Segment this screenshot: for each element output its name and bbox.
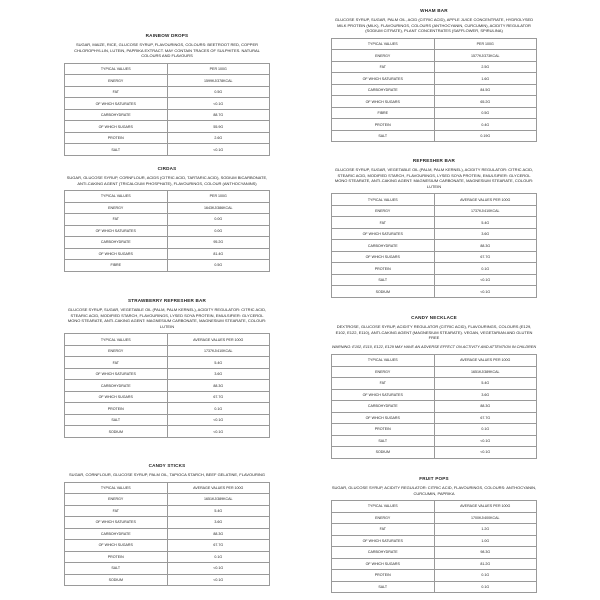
value-cell: 88.3G (167, 380, 270, 392)
value-cell: 0.1G (434, 581, 537, 593)
ingredients-text: SUGAR, MAIZE, RICE, GLUCOSE SYRUP, FLAVOURINGS, COLOURS: BEETROOT RED, COPPER CHLOROPHYLLIN, LUTEIN, PAPRIKA EXTRACT. MAY CONTAIN TRACES OF SULPHITES. NATURAL COLOURS AND FLAVOURS (74, 42, 260, 59)
nutrient-cell: SALT (65, 563, 168, 575)
table-row (65, 563, 270, 575)
header-cell: PER 100G (434, 38, 537, 50)
nutrient-cell: OF WHICH SUGARS (65, 121, 168, 133)
nutrient-cell: SODIUM (65, 426, 168, 438)
nutrient-cell: FAT (332, 61, 435, 73)
header-cell: AVERAGE VALUES PER 100G (167, 334, 270, 346)
header-cell: PER 100G (167, 191, 270, 203)
nutrient-cell: OF WHICH SATURATES (65, 225, 168, 237)
nutrition-table (331, 500, 537, 593)
nutrient-cell: PROTEIN (65, 551, 168, 563)
value-cell: <0.1G (167, 426, 270, 438)
nutrient-cell: CARBOHYDRATE (332, 240, 435, 252)
section-wham-bar (331, 8, 537, 142)
value-cell: 88.3G (434, 240, 537, 252)
nutrient-cell: FAT (332, 524, 435, 536)
nutrition-table (64, 482, 270, 587)
nutrient-cell: ENERGY (65, 202, 168, 214)
table-row (65, 202, 270, 214)
nutrient-cell: FAT (332, 378, 435, 390)
ingredients-text: SUGAR, GLUCOSE SYRUP, CORNFLOUR, ACIDS (CITRIC ACID, TARTARIC ACID), SODIUM BICARBONATE, ANTI-CAKING AGENT (TRICALCIUM PHOSPHATE), FLAVOURINGS, COLOUR (ANTHOCYANINS) (66, 175, 268, 186)
nutrient-cell: FAT (65, 505, 168, 517)
nutrient-cell: CARBOHYDRATE (332, 84, 435, 96)
table-row (65, 225, 270, 237)
table-row (332, 61, 537, 73)
nutrient-cell: SALT (332, 581, 435, 593)
value-cell: 1577KJ/373KCAL (434, 50, 537, 62)
table-row (65, 414, 270, 426)
header-cell: TYPICAL VALUES (332, 194, 435, 206)
nutrient-cell: FIBRE (65, 260, 168, 272)
section-title: WHAM BAR (420, 8, 448, 13)
table-row (65, 551, 270, 563)
value-cell: 55.9G (167, 121, 270, 133)
nutrient-cell: SALT (332, 274, 435, 286)
value-cell: 0.0G (167, 225, 270, 237)
value-cell: 0.1G (434, 424, 537, 436)
value-cell: 95.2G (167, 237, 270, 249)
value-cell: 81.4G (167, 248, 270, 260)
value-cell: 3.6G (167, 368, 270, 380)
nutrition-table (331, 38, 537, 143)
value-cell: <0.1G (434, 274, 537, 286)
nutrient-cell: FAT (65, 214, 168, 226)
nutrient-cell: OF WHICH SUGARS (65, 391, 168, 403)
ingredients-text: GLUCOSE SYRUP, SUGAR, VEGETABLE OIL (PALM, PALM KERNEL), ACIDITY REGULATOR: CITRIC ACID, STEARIC ACID, MODIFIED STARCH, FLAVOURINGS, LYSED SOYA PROTEIN, EMULSIFIER: GLYCEROL MONO STEARATE, ANTI-CAKING AGENT: MAGNESIUM CARBONATE, MAGNESIUM STEARATE, COLOUR: LUTEIN (334, 167, 534, 189)
value-cell: 81.2G (434, 558, 537, 570)
value-cell: 98.3G (434, 547, 537, 559)
value-cell: 84.5G (434, 84, 537, 96)
table-row (332, 274, 537, 286)
nutrient-cell: CARBOHYDRATE (65, 528, 168, 540)
value-cell: 5.4G (434, 217, 537, 229)
table-row (65, 494, 270, 506)
table-row (65, 345, 270, 357)
table-row (332, 228, 537, 240)
table-row (332, 378, 537, 390)
value-cell: <0.1G (167, 144, 270, 156)
table-row (332, 263, 537, 275)
value-cell: 2.5G (434, 61, 537, 73)
nutrient-cell: PROTEIN (332, 119, 435, 131)
table-row (332, 547, 537, 559)
table-row (65, 528, 270, 540)
value-cell: 1651KJ/389KCAL (434, 366, 537, 378)
value-cell: 65.2G (434, 96, 537, 108)
table-row (65, 391, 270, 403)
value-cell: <0.1G (434, 286, 537, 298)
nutrient-cell: FAT (65, 357, 168, 369)
value-cell: 1.2G (434, 524, 537, 536)
section-candy-necklace (331, 315, 537, 459)
value-cell: 0.5G (167, 86, 270, 98)
nutrient-cell: CARBOHYDRATE (332, 547, 435, 559)
table-row (332, 581, 537, 593)
value-cell: 1737KJ/410KCAL (434, 205, 537, 217)
ingredients-text: GLUCOSE SYRUP, SUGAR, PALM OIL, ACID (CITRIC ACID), APPLE JUICE CONCENTRATE, HYDROLYSED MILK PROTEIN (MILK), FLAVOURINGS, COLOURS (ANTHOCYANIN, CURCUMIN), ACIDITY REGULATOR (SODIUM CITRATE), PLANT CONCENTRATES (SAFFLOWER, SPIRULINA) (334, 17, 534, 34)
value-cell: 3.6G (167, 517, 270, 529)
table-row (65, 109, 270, 121)
table-row (65, 98, 270, 110)
table-row (65, 214, 270, 226)
value-cell: 67.7G (167, 540, 270, 552)
value-cell: 67.7G (434, 412, 537, 424)
nutrient-cell: PROTEIN (332, 263, 435, 275)
nutrient-cell: SALT (332, 435, 435, 447)
section-title: CIRDAS (157, 166, 177, 171)
value-cell: 0.5G (167, 260, 270, 272)
table-row (332, 535, 537, 547)
value-cell: 0.4G (434, 119, 537, 131)
table-row (65, 380, 270, 392)
value-cell: <0.1G (167, 574, 270, 586)
nutrient-cell: OF WHICH SUGARS (65, 248, 168, 260)
table-row (65, 574, 270, 586)
table-row (65, 75, 270, 87)
table-header-row (65, 482, 270, 494)
table-row (332, 84, 537, 96)
value-cell: 1737KJ/410KCAL (167, 345, 270, 357)
table-row (65, 144, 270, 156)
nutrient-cell: PROTEIN (65, 132, 168, 144)
table-row (332, 217, 537, 229)
nutrient-cell: OF WHICH SUGARS (332, 412, 435, 424)
ingredients-text: DEXTROSE, GLUCOSE SYRUP, ACIDITY REGULATOR (CITRIC ACID), FLAVOURINGS, COLOURS (E129, E102, E122, E110), ANTI-CAKING AGENT (MAGNESIUM STEARATE). VEGAN, VEGETARIAN AND GLUTEN FREE (335, 324, 533, 341)
section-cirdas (64, 166, 270, 272)
section-fruit-pops (331, 476, 537, 593)
value-cell: 88.3G (167, 528, 270, 540)
value-cell: 0.1G (434, 570, 537, 582)
table-row (332, 424, 537, 436)
value-cell: 0.1G (434, 263, 537, 275)
value-cell: 0.0G (167, 214, 270, 226)
nutrient-cell: OF WHICH SUGARS (65, 540, 168, 552)
table-row (65, 505, 270, 517)
table-row (65, 403, 270, 415)
table-row (332, 512, 537, 524)
header-cell: TYPICAL VALUES (65, 334, 168, 346)
table-row (332, 366, 537, 378)
value-cell: 0.1G (167, 551, 270, 563)
table-row (332, 389, 537, 401)
ingredients-text: SUGAR, CORNFLOUR, GLUCOSE SYRUP, PALM OIL, TAPIOCA STARCH, BEEF GELATINE, FLAVOURING (69, 472, 265, 477)
nutrition-table (331, 354, 537, 459)
nutrition-table (331, 193, 537, 298)
nutrient-cell: OF WHICH SUGARS (332, 251, 435, 263)
nutrient-cell: ENERGY (332, 512, 435, 524)
section-strawberry-refresher-bar (64, 298, 270, 438)
value-cell: 67.7G (167, 391, 270, 403)
nutrient-cell: SODIUM (332, 447, 435, 459)
nutrient-cell: SODIUM (332, 286, 435, 298)
nutrient-cell: CARBOHYDRATE (65, 237, 168, 249)
nutrient-cell: CARBOHYDRATE (332, 401, 435, 413)
nutrient-cell: ENERGY (65, 345, 168, 357)
table-row (332, 50, 537, 62)
nutrient-cell: SALT (332, 130, 435, 142)
header-cell: AVERAGE VALUES PER 100G (434, 501, 537, 513)
table-header-row (332, 194, 537, 206)
table-row (332, 96, 537, 108)
table-row (65, 540, 270, 552)
table-row (65, 248, 270, 260)
table-row (332, 107, 537, 119)
header-cell: AVERAGE VALUES PER 100G (434, 194, 537, 206)
value-cell: <0.1G (167, 98, 270, 110)
table-row (332, 412, 537, 424)
table-row (332, 286, 537, 298)
table-header-row (332, 501, 537, 513)
nutrient-cell: CARBOHYDRATE (65, 109, 168, 121)
nutrient-cell: PROTEIN (332, 570, 435, 582)
value-cell: 5.4G (434, 378, 537, 390)
table-row (332, 558, 537, 570)
nutrient-cell: ENERGY (332, 50, 435, 62)
value-cell: 0.1G (167, 403, 270, 415)
table-row (332, 401, 537, 413)
nutrient-cell: OF WHICH SATURATES (332, 73, 435, 85)
table-row (65, 237, 270, 249)
nutrient-cell: PROTEIN (332, 424, 435, 436)
value-cell: 0.19G (434, 130, 537, 142)
table-header-row (65, 63, 270, 75)
table-header-row (65, 191, 270, 203)
table-row (65, 426, 270, 438)
value-cell: 1599KJ/378KCAL (167, 75, 270, 87)
table-row (65, 132, 270, 144)
table-row (332, 205, 537, 217)
table-row (332, 524, 537, 536)
header-cell: AVERAGE VALUES PER 100G (434, 355, 537, 367)
nutrient-cell: ENERGY (65, 75, 168, 87)
header-cell: TYPICAL VALUES (332, 355, 435, 367)
value-cell: <0.1G (167, 563, 270, 575)
section-title: REFRESHER BAR (412, 158, 456, 163)
header-cell: PER 100G (167, 63, 270, 75)
value-cell: 2.6G (167, 132, 270, 144)
header-cell: AVERAGE VALUES PER 100G (167, 482, 270, 494)
value-cell: 5.4G (167, 505, 270, 517)
value-cell: 1.0G (434, 535, 537, 547)
section-refresher-bar (331, 158, 537, 298)
nutrient-cell: ENERGY (332, 205, 435, 217)
table-row (65, 260, 270, 272)
nutrient-cell: OF WHICH SATURATES (65, 98, 168, 110)
table-row (332, 570, 537, 582)
value-cell: 3.6G (434, 389, 537, 401)
header-cell: TYPICAL VALUES (65, 63, 168, 75)
value-cell: 5.4G (167, 357, 270, 369)
section-rainbow-drops (64, 33, 270, 156)
nutrient-cell: PROTEIN (65, 403, 168, 415)
table-row (65, 86, 270, 98)
header-cell: TYPICAL VALUES (332, 501, 435, 513)
nutrient-cell: SALT (65, 414, 168, 426)
nutrient-cell: OF WHICH SATURATES (65, 517, 168, 529)
nutrient-cell: FIBRE (332, 107, 435, 119)
table-row (65, 368, 270, 380)
nutrient-cell: OF WHICH SUGARS (332, 96, 435, 108)
table-row (65, 357, 270, 369)
nutrient-cell: OF WHICH SATURATES (332, 389, 435, 401)
nutrient-cell: OF WHICH SATURATES (332, 535, 435, 547)
header-cell: TYPICAL VALUES (65, 482, 168, 494)
header-cell: TYPICAL VALUES (332, 38, 435, 50)
value-cell: <0.1G (434, 447, 537, 459)
nutrition-table (64, 190, 270, 272)
value-cell: 88.3G (434, 401, 537, 413)
nutrient-cell: OF WHICH SATURATES (332, 228, 435, 240)
value-cell: <0.1G (434, 435, 537, 447)
table-row (65, 121, 270, 133)
nutrient-cell: SODIUM (65, 574, 168, 586)
value-cell: 1700KJ/400KCAL (434, 512, 537, 524)
value-cell: 0.5G (434, 107, 537, 119)
table-row (332, 251, 537, 263)
value-cell: 88.7G (167, 109, 270, 121)
value-cell: 3.6G (434, 228, 537, 240)
ingredients-text: SUGAR, GLUCOSE SYRUP, ACIDITY REGULATOR: CITRIC ACID, FLAVOURINGS, COLOURS: ANTHOCYANIN, CURCUMIN, PAPRIKA (331, 485, 537, 496)
nutrient-cell: CARBOHYDRATE (65, 380, 168, 392)
section-title: RAINBOW DROPS (145, 33, 189, 38)
table-row (332, 435, 537, 447)
nutrient-cell: SALT (65, 144, 168, 156)
table-row (332, 130, 537, 142)
table-header-row (332, 38, 537, 50)
section-title: CANDY STICKS (148, 463, 186, 468)
nutrient-cell: OF WHICH SUGARS (332, 558, 435, 570)
nutrient-cell: OF WHICH SATURATES (65, 368, 168, 380)
nutrient-cell: FAT (332, 217, 435, 229)
value-cell: 1651KJ/389KCAL (167, 494, 270, 506)
table-row (332, 73, 537, 85)
warning-text: WARNING: E102, E110, E122, E129 MAY HAVE AN ADVERSE EFFECT ON ACTIVITY AND ATTENTION IN CHILDREN (331, 344, 537, 349)
nutrition-table (64, 63, 270, 156)
value-cell: <0.1G (167, 414, 270, 426)
section-title: CANDY NECKLACE (411, 315, 457, 320)
ingredients-text: GLUCOSE SYRUP, SUGAR, VEGETABLE OIL (PALM, PALM KERNEL), ACIDITY REGULATOR: CITRIC ACID, STEARIC ACID, MODIFIED STARCH, FLAVOURINGS, LYSED SOYA PROTEIN, EMULSIFIER: GLYCEROL MONO STEARATE, ANTI-CAKING AGENT: MAGNESIUM CARBONATE, MAGNESIUM STEARATE, COLOUR: LUTEIN (67, 307, 267, 329)
section-candy-sticks (64, 463, 270, 586)
table-row (332, 447, 537, 459)
table-row (65, 517, 270, 529)
nutrient-cell: ENERGY (332, 366, 435, 378)
table-row (332, 119, 537, 131)
nutrient-cell: FAT (65, 86, 168, 98)
table-header-row (332, 355, 537, 367)
section-title: FRUIT POPS (419, 476, 449, 481)
header-cell: TYPICAL VALUES (65, 191, 168, 203)
nutrition-table (64, 333, 270, 438)
section-title: STRAWBERRY REFRESHER BAR (127, 298, 207, 303)
nutrient-cell: ENERGY (65, 494, 168, 506)
value-cell: 1.6G (434, 73, 537, 85)
value-cell: 1643KJ/386KCAL (167, 202, 270, 214)
table-header-row (65, 334, 270, 346)
value-cell: 67.7G (434, 251, 537, 263)
table-row (332, 240, 537, 252)
